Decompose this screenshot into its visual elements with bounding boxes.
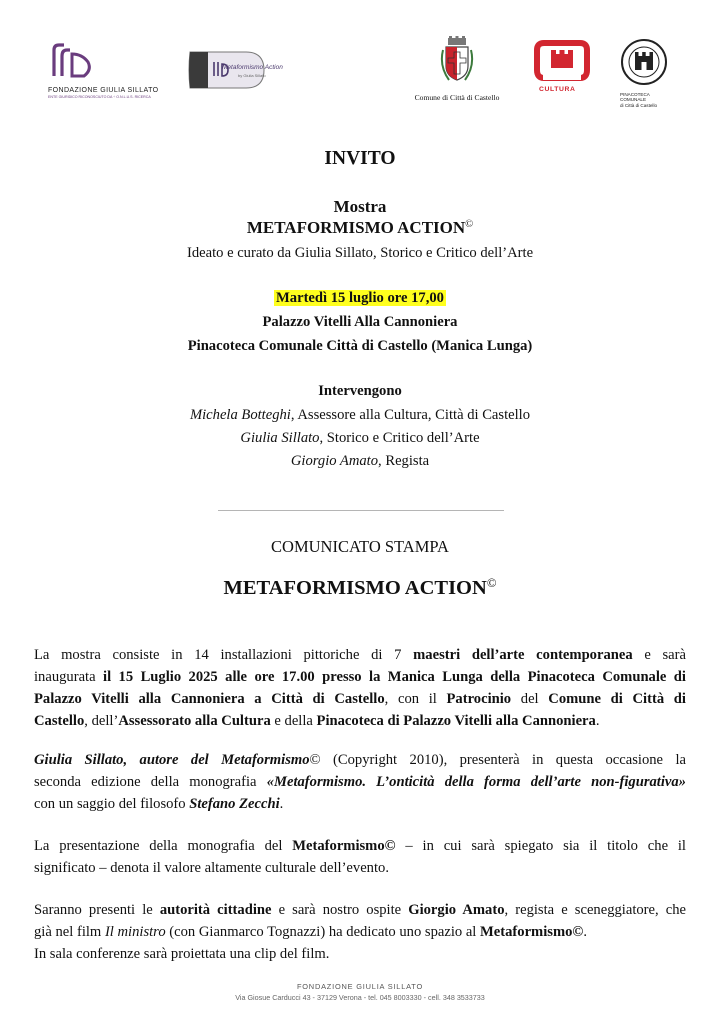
section-divider <box>218 510 504 511</box>
p2-text: . <box>279 796 284 812</box>
p4-text: già nel film <box>34 924 105 940</box>
logo-header <box>0 36 720 116</box>
paragraph-3 <box>34 835 686 879</box>
p1-text: La mostra consiste in 14 installazioni pittoriche di 7 <box>34 647 414 663</box>
speaker-3-role: , Regista <box>378 453 430 469</box>
event-date-highlight: Martedì 15 luglio ore 17,00 <box>276 290 444 306</box>
p1-bold: Palazzo Vitelli alla Cannoniera a Città di Castello <box>34 691 385 707</box>
p2-text: © (Copyright 2010), presenterà in questa occasione la <box>309 752 686 768</box>
speaker-1-name: Michela Botteghi <box>189 407 291 423</box>
pinacoteca-seal-icon <box>620 38 668 86</box>
p1-text: inaugurata <box>34 669 104 685</box>
p1-bold: Assessorato alla Cultura <box>118 713 271 729</box>
p1-text: del <box>511 691 549 707</box>
paragraph-1-line-2 <box>34 666 686 688</box>
pinacoteca-label-1: PINACOTECA COMUNALE <box>620 92 650 102</box>
paragraph-1-line-4 <box>34 710 686 732</box>
p4-text: (con Gianmarco Tognazzi) ha dedicato uno spazio al <box>165 924 481 940</box>
paragraph-4-line-2 <box>34 921 686 943</box>
pinacoteca-label-2: di Città di Castello <box>620 103 658 108</box>
cultura-label: CULTURA <box>539 86 576 93</box>
p2-bold-italic: Stefano Zecchi <box>189 796 280 812</box>
event-date <box>0 290 720 307</box>
cultura-castle-icon <box>529 40 595 86</box>
cultura-logo <box>529 40 595 102</box>
speaker-2-role: , Storico e Critico dell’Arte <box>319 430 480 446</box>
comune-logo <box>405 36 509 102</box>
speaker-3 <box>0 453 720 470</box>
p2-bold-italic: Giulia Sillato, autore del Metaformismo <box>34 752 310 768</box>
p1-bold: Patrocinio <box>446 691 512 707</box>
paragraph-1-line-3 <box>34 688 686 710</box>
paragraph-2-line-1 <box>34 749 686 771</box>
paragraph-2-line-3 <box>34 793 686 815</box>
metaformismo-logo-sub: by Giulia Sillato <box>238 73 266 78</box>
p4-text: e sarà nostro ospite <box>271 902 409 918</box>
paragraph-3-line-1 <box>34 835 686 857</box>
p3-text: – in cui sarà spiegato sia il titolo che il <box>395 838 686 854</box>
speaker-1-role: , Assessore alla Cultura, Città di Castello <box>290 407 531 423</box>
exhibition-title-text: METAFORMISMO ACTION <box>246 218 466 237</box>
footer-address: Via Giosue Carducci 43 - 37129 Verona - tel. 045 8003330 - cell. 348 3533733 <box>235 993 485 1002</box>
metaformismo-logo-text: Metaformismo Action <box>222 64 283 71</box>
mostra-label: Mostra <box>333 197 387 216</box>
p1-text: e sarà <box>632 647 686 663</box>
comune-label: Comune di Città di Castello <box>414 93 500 102</box>
p2-text: con un saggio del filosofo <box>34 796 190 812</box>
p4-bold: autorità cittadine <box>159 902 272 918</box>
p2-text: seconda edizione della monografia <box>34 774 267 790</box>
venue: Palazzo Vitelli Alla Cannoniera <box>262 314 458 330</box>
p3-text: La presentazione della monografia del <box>34 838 293 854</box>
paragraph-3-line-2: significato – denota il valore altamente culturale dell’evento. <box>34 860 389 876</box>
p4-italic: Il ministro <box>104 924 166 940</box>
footer-foundation-name: FONDAZIONE GIULIA SILLATO <box>296 982 424 991</box>
paragraph-4-line-1 <box>34 899 686 921</box>
paragraph-1-line-1 <box>34 644 686 666</box>
paragraph-2 <box>34 749 686 815</box>
p1-text: . <box>595 713 600 729</box>
p1-bold: Pinacoteca di Palazzo Vitelli alla Cannoniera <box>316 713 596 729</box>
p3-bold: Metaformismo© <box>292 838 396 854</box>
speaker-2-name: Giulia Sillato <box>240 430 320 446</box>
fondazione-logo-sub: ENTE GIURIDICO RICONOSCIUTO DA ÷ O.N.L.U.S. RICERCA <box>48 95 151 99</box>
p1-text: e della <box>270 713 317 729</box>
p1-bold: il 15 Luglio 2025 alle ore 17.00 presso la Manica Lunga della Pinacoteca Comunale di <box>103 669 686 685</box>
intervengono-label: Intervengono <box>318 383 402 399</box>
pinacoteca-logo <box>620 38 676 108</box>
p1-bold: maestri dell’arte contemporanea <box>413 647 633 663</box>
venue-detail: Pinacoteca Comunale Città di Castello (Manica Lunga) <box>187 338 533 354</box>
p4-text: , regista e sceneggiatore, che <box>504 902 686 918</box>
p1-text: , dell’ <box>84 713 119 729</box>
speaker-3-name: Giorgio Amato <box>290 453 379 469</box>
invito-title: INVITO <box>324 148 396 169</box>
p1-text: , con il <box>384 691 447 707</box>
comunicato-copyright: © <box>486 576 497 590</box>
p1-bold: Castello <box>34 713 85 729</box>
paragraph-4-line-3: In sala conferenze sarà proiettata una clip del film. <box>34 946 330 962</box>
p1-bold: Comune di Città di <box>548 691 686 707</box>
p2-bold-italic: «Metaformismo. L’onticità della forma dell’arte non-figurativa» <box>266 774 686 790</box>
comunicato-title-text: METAFORMISMO ACTION <box>223 576 487 599</box>
p4-bold: Giorgio Amato <box>408 902 505 918</box>
fondazione-mark-icon <box>48 42 96 80</box>
metaformismo-action-logo <box>186 48 283 92</box>
exhibition-copyright: © <box>465 219 474 231</box>
comunicato-title <box>0 576 720 600</box>
paragraph-2-line-2 <box>34 771 686 793</box>
coat-of-arms-icon <box>439 36 475 86</box>
speaker-2 <box>0 430 720 447</box>
speaker-1 <box>0 407 720 424</box>
fondazione-logo-name: FONDAZIONE GIULIA SILLATO <box>48 87 159 94</box>
paragraph-1 <box>34 644 686 732</box>
paragraph-4 <box>34 899 686 965</box>
exhibition-title <box>0 218 720 238</box>
curated-by: Ideato e curato da Giulia Sillato, Storico e Critico dell’Arte <box>186 245 534 261</box>
p4-text: Saranno presenti le <box>34 902 160 918</box>
comunicato-heading: COMUNICATO STAMPA <box>271 537 449 556</box>
p4-bold: Metaformismo© <box>480 924 584 940</box>
p4-text: . <box>583 924 587 940</box>
fondazione-logo <box>48 42 168 99</box>
